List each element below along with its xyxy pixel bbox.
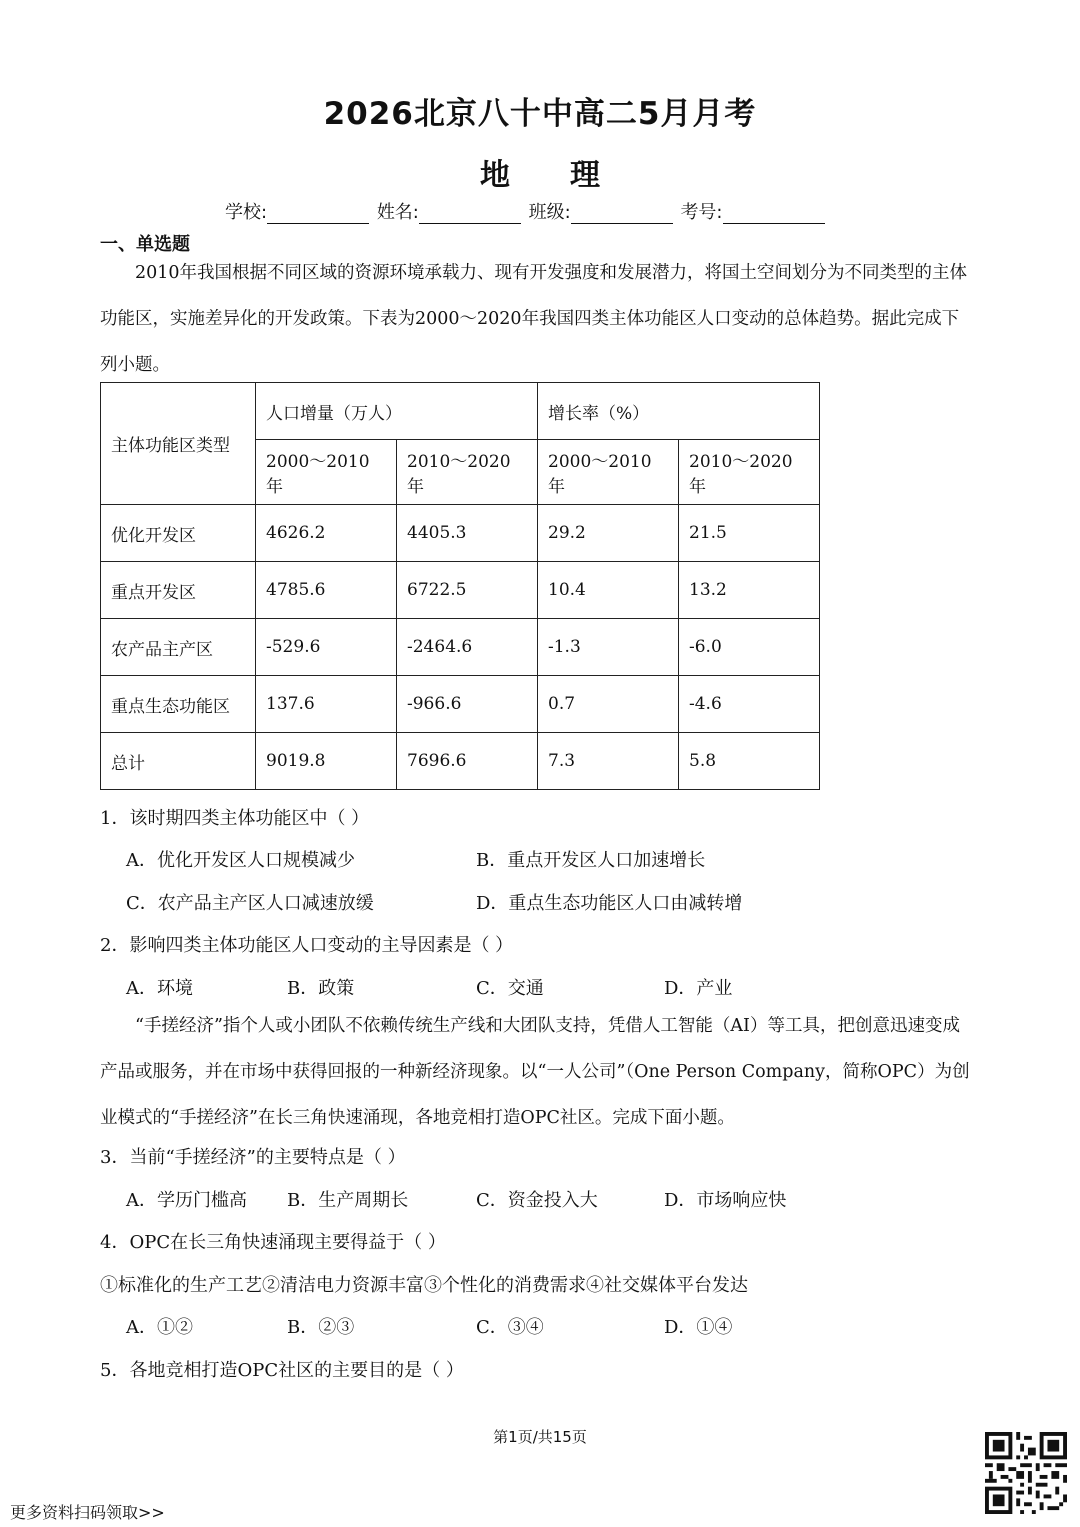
q1-option-c[interactable]: C．农产品主产区人口减速放缓 — [126, 893, 374, 914]
table-cell: 0.7 — [538, 676, 679, 733]
q1-option-a[interactable]: A．优化开发区人口规模减少 — [126, 850, 355, 871]
exam-title: 2026北京八十中高二5月月考 — [323, 96, 757, 132]
table-row — [101, 505, 820, 562]
table-cell: -966.6 — [397, 676, 538, 733]
table-row — [101, 619, 820, 676]
field-name-blank[interactable] — [419, 205, 521, 224]
table-cell: -2464.6 — [397, 619, 538, 676]
table-period: 2010～2020 年 — [397, 440, 538, 505]
table-cell: 5.8 — [679, 733, 820, 790]
question-1: 1．该时期四类主体功能区中（ ） — [100, 808, 370, 829]
q3-option-d[interactable]: D．市场响应快 — [664, 1190, 787, 1211]
q4-items: ①标准化的生产工艺②清洁电力资源丰富③个性化的消费需求④社交媒体平台发达 — [100, 1275, 748, 1296]
table-cell: 21.5 — [679, 505, 820, 562]
field-school-label: 学校: — [225, 202, 268, 223]
table-cell: 6722.5 — [397, 562, 538, 619]
q2-option-c[interactable]: C．交通 — [476, 978, 544, 999]
subject-title — [0, 150, 1080, 194]
field-class-blank[interactable] — [571, 205, 673, 224]
table-header-type: 主体功能区类型 — [101, 383, 256, 505]
q1-option-d[interactable]: D．重点生态功能区人口由减转增 — [476, 893, 743, 914]
table-row — [101, 676, 820, 733]
table-cell: 137.6 — [256, 676, 397, 733]
table-cell: 重点开发区 — [101, 562, 256, 619]
table-header-rate: 增长率（%） — [538, 383, 820, 440]
passage-1: 2010年我国根据不同区域的资源环境承载力、现有开发强度和发展潜力，将国土空间划分为不同类型的主体功能区，实施差异化的开发政策。下表为2000～2020年我国四类主体功能区人口变动的总体趋势。据此完成下列小题。 — [100, 263, 968, 375]
field-name-label: 姓名: — [376, 202, 419, 223]
q4-option-a[interactable]: A．①② — [126, 1317, 193, 1338]
student-info-line — [225, 198, 827, 224]
qr-code-icon[interactable] — [985, 1432, 1067, 1514]
question-2: 2．影响四类主体功能区人口变动的主导因素是（ ） — [100, 935, 514, 956]
table-period: 2010～2020 年 — [679, 440, 820, 505]
table-cell: 29.2 — [538, 505, 679, 562]
table-period: 2000～2010 年 — [538, 440, 679, 505]
table-cell: -6.0 — [679, 619, 820, 676]
q4-option-b[interactable]: B．②③ — [287, 1317, 355, 1338]
page-number: 第1页/共15页 — [493, 1428, 587, 1446]
q2-option-d[interactable]: D．产业 — [664, 978, 733, 999]
table-cell: 4405.3 — [397, 505, 538, 562]
table-cell: 4785.6 — [256, 562, 397, 619]
field-id-label: 考号: — [680, 202, 723, 223]
question-4: 4．OPC在长三角快速涌现主要得益于（ ） — [100, 1232, 446, 1253]
table-row — [101, 733, 820, 790]
field-class-label: 班级: — [528, 202, 571, 223]
table-cell: 7.3 — [538, 733, 679, 790]
q2-option-b[interactable]: B．政策 — [287, 978, 355, 999]
table-cell: -529.6 — [256, 619, 397, 676]
table-cell: 9019.8 — [256, 733, 397, 790]
table-cell: 农产品主产区 — [101, 619, 256, 676]
table-cell: -1.3 — [538, 619, 679, 676]
question-5: 5．各地竞相打造OPC社区的主要目的是（ ） — [100, 1360, 464, 1381]
subject-char-1: 地 — [480, 158, 510, 193]
q2-option-a[interactable]: A．环境 — [126, 978, 193, 999]
table-cell: -4.6 — [679, 676, 820, 733]
table-cell: 7696.6 — [397, 733, 538, 790]
table-cell: 总计 — [101, 733, 256, 790]
q3-option-a[interactable]: A．学历门槛高 — [126, 1190, 247, 1211]
table-cell: 优化开发区 — [101, 505, 256, 562]
q4-option-c[interactable]: C．③④ — [476, 1317, 544, 1338]
table-header-increase: 人口增量（万人） — [256, 383, 538, 440]
question-3: 3．当前“手搓经济”的主要特点是（ ） — [100, 1147, 406, 1168]
table-cell: 4626.2 — [256, 505, 397, 562]
table-row — [101, 562, 820, 619]
section-heading: 一、单选题 — [100, 234, 190, 255]
subject-char-2: 理 — [570, 158, 600, 193]
q4-option-d[interactable]: D．①④ — [664, 1317, 733, 1338]
passage-2: “手搓经济”指个人或小团队不依赖传统生产线和大团队支持，凭借人工智能（AI）等工具，把创意迅速变成产品或服务，并在市场中获得回报的一种新经济现象。以“一人公司”（One Person Company，简称OPC）为创业模式的“手搓经济”在长三角快速涌现，各地竞相打造OPC社区。完成下面小题。 — [100, 1016, 970, 1128]
q3-option-b[interactable]: B．生产周期长 — [287, 1190, 409, 1211]
q1-option-b[interactable]: B．重点开发区人口加速增长 — [476, 850, 706, 871]
field-id-blank[interactable] — [723, 205, 825, 224]
table-cell: 13.2 — [679, 562, 820, 619]
more-resources-link[interactable]: 更多资料扫码领取>> — [10, 1503, 165, 1522]
table-period: 2000～2010 年 — [256, 440, 397, 505]
field-school-blank[interactable] — [267, 205, 369, 224]
q3-option-c[interactable]: C．资金投入大 — [476, 1190, 598, 1211]
table-cell: 10.4 — [538, 562, 679, 619]
table-cell: 重点生态功能区 — [101, 676, 256, 733]
population-table — [100, 382, 820, 790]
